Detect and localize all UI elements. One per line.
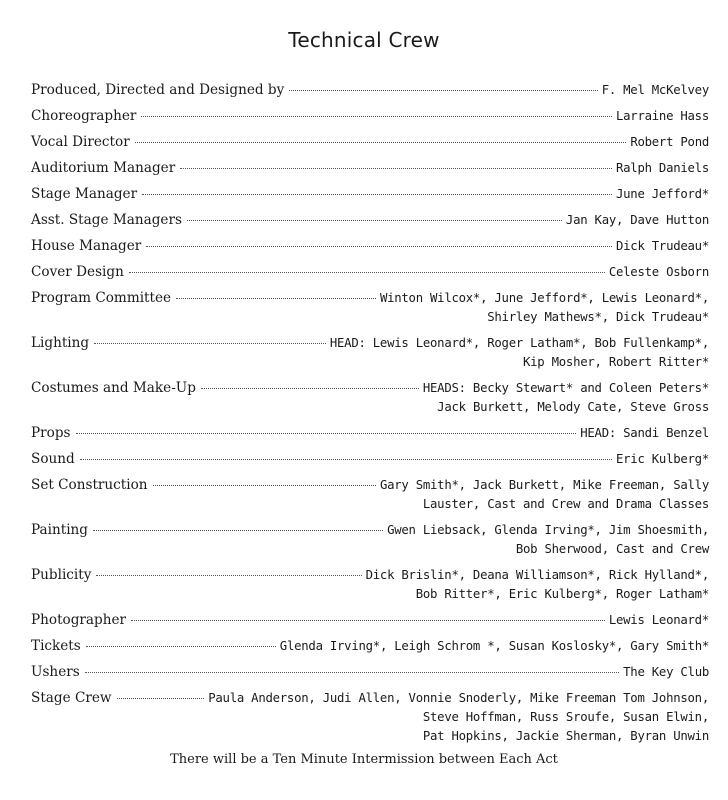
crew-row xyxy=(31,185,709,204)
dot-leader xyxy=(141,116,612,117)
dot-leader xyxy=(289,90,597,91)
crew-names: Winton Wilcox*, June Jefford*, Lewis Leonard*, xyxy=(379,291,709,305)
dot-leader xyxy=(80,459,612,460)
crew-line xyxy=(31,81,709,100)
crew-row xyxy=(31,476,709,514)
crew-names: Gwen Liebsack, Glenda Irving*, Jim Shoesmith, xyxy=(387,523,709,537)
crew-line xyxy=(31,334,709,353)
page-title: Technical Crew xyxy=(288,28,440,52)
crew-names: Lewis Leonard* xyxy=(608,613,709,627)
dot-leader xyxy=(201,388,419,389)
crew-names: Paula Anderson, Judi Allen, Vonnie Snoderly, Mike Freeman Tom Johnson, xyxy=(208,691,709,705)
dot-leader xyxy=(135,142,627,143)
crew-role: Photographer xyxy=(31,612,127,628)
crew-row xyxy=(31,289,709,327)
crew-names: F. Mel McKelvey xyxy=(601,83,709,97)
crew-names: Shirley Mathews*, Dick Trudeau* xyxy=(487,310,709,324)
crew-names: Jan Kay, Dave Hutton xyxy=(565,213,709,227)
crew-names: Robert Pond xyxy=(630,135,709,149)
dot-leader xyxy=(153,485,376,486)
crew-role: Sound xyxy=(31,451,75,467)
crew-continuation-line xyxy=(31,308,709,327)
crew-row xyxy=(31,107,709,126)
crew-line xyxy=(31,159,709,178)
dot-leader xyxy=(94,343,326,344)
crew-names: HEADS: Becky Stewart* and Coleen Peters* xyxy=(422,381,709,395)
crew-row xyxy=(31,611,709,630)
crew-role: Asst. Stage Managers xyxy=(31,212,182,228)
crew-role: Painting xyxy=(31,522,89,538)
crew-continuation-line xyxy=(31,495,709,514)
crew-names: Celeste Osborn xyxy=(608,265,709,279)
crew-row xyxy=(31,263,709,282)
crew-row xyxy=(31,689,709,746)
crew-row xyxy=(31,566,709,604)
crew-line xyxy=(31,566,709,585)
crew-names: Dick Brislin*, Deana Williamson*, Rick Hylland*, xyxy=(365,568,709,582)
crew-names: HEAD: Sandi Benzel xyxy=(580,426,709,440)
crew-names: Gary Smith*, Jack Burkett, Mike Freeman, Sally xyxy=(379,478,709,492)
crew-role: Stage Manager xyxy=(31,186,138,202)
crew-row xyxy=(31,637,709,656)
dot-leader xyxy=(187,220,562,221)
crew-role: Publicity xyxy=(31,567,92,583)
crew-continuation-line xyxy=(31,727,709,746)
crew-row xyxy=(31,81,709,100)
crew-names: June Jefford* xyxy=(616,187,709,201)
crew-role: Lighting xyxy=(31,335,90,351)
crew-row xyxy=(31,159,709,178)
dot-leader xyxy=(93,530,383,531)
crew-row xyxy=(31,211,709,230)
crew-list xyxy=(31,81,709,753)
crew-line xyxy=(31,521,709,540)
crew-line xyxy=(31,107,709,126)
crew-line xyxy=(31,185,709,204)
dot-leader xyxy=(129,272,605,273)
crew-role: Tickets xyxy=(31,638,81,654)
crew-names: Kip Mosher, Robert Ritter* xyxy=(523,355,709,369)
crew-row xyxy=(31,450,709,469)
crew-role: Produced, Directed and Designed by xyxy=(31,82,285,98)
crew-row xyxy=(31,663,709,682)
dot-leader xyxy=(131,620,605,621)
crew-line xyxy=(31,424,709,443)
crew-names: Steve Hoffman, Russ Sroufe, Susan Elwin, xyxy=(422,710,709,724)
crew-row xyxy=(31,521,709,559)
crew-names: Bob Ritter*, Eric Kulberg*, Roger Latham* xyxy=(415,587,709,601)
crew-names: Glenda Irving*, Leigh Schrom *, Susan Koslosky*, Gary Smith* xyxy=(279,639,709,653)
crew-line xyxy=(31,663,709,682)
dot-leader xyxy=(76,433,577,434)
crew-names: HEAD: Lewis Leonard*, Roger Latham*, Bob Fullenkamp*, xyxy=(329,336,709,350)
crew-names: Ralph Daniels xyxy=(616,161,709,175)
crew-role: Costumes and Make-Up xyxy=(31,380,196,396)
intermission-note: There will be a Ten Minute Intermission between Each Act xyxy=(170,752,558,767)
crew-line xyxy=(31,450,709,469)
crew-line xyxy=(31,289,709,308)
crew-line xyxy=(31,379,709,398)
crew-continuation-line xyxy=(31,540,709,559)
crew-continuation-line xyxy=(31,398,709,417)
crew-row xyxy=(31,424,709,443)
crew-line xyxy=(31,263,709,282)
crew-names: The Key Club xyxy=(623,665,709,679)
crew-row xyxy=(31,334,709,372)
crew-names: Larraine Hass xyxy=(616,109,709,123)
crew-role: House Manager xyxy=(31,238,142,254)
crew-names: Bob Sherwood, Cast and Crew xyxy=(515,542,709,556)
crew-line xyxy=(31,237,709,256)
crew-role: Ushers xyxy=(31,664,80,680)
crew-row xyxy=(31,379,709,417)
crew-role: Choreographer xyxy=(31,108,137,124)
crew-names: Jack Burkett, Melody Cate, Steve Gross xyxy=(437,400,709,414)
crew-names: Eric Kulberg* xyxy=(616,452,709,466)
dot-leader xyxy=(146,246,612,247)
crew-line xyxy=(31,211,709,230)
crew-role: Set Construction xyxy=(31,477,148,493)
crew-role: Props xyxy=(31,425,71,441)
crew-line xyxy=(31,689,709,708)
dot-leader xyxy=(96,575,361,576)
crew-line xyxy=(31,637,709,656)
dot-leader xyxy=(142,194,612,195)
crew-role: Cover Design xyxy=(31,264,124,280)
crew-row xyxy=(31,133,709,152)
dot-leader xyxy=(86,646,276,647)
crew-role: Program Committee xyxy=(31,290,172,306)
crew-role: Vocal Director xyxy=(31,134,130,150)
crew-line xyxy=(31,133,709,152)
crew-line xyxy=(31,611,709,630)
dot-leader xyxy=(176,298,376,299)
crew-role: Stage Crew xyxy=(31,690,112,706)
crew-continuation-line xyxy=(31,708,709,727)
crew-line xyxy=(31,476,709,495)
crew-names: Pat Hopkins, Jackie Sherman, Byran Unwin xyxy=(422,729,709,743)
crew-names: Dick Trudeau* xyxy=(616,239,709,253)
crew-names: Lauster, Cast and Crew and Drama Classes xyxy=(422,497,709,511)
crew-role: Auditorium Manager xyxy=(31,160,176,176)
crew-continuation-line xyxy=(31,585,709,604)
dot-leader xyxy=(180,168,612,169)
dot-leader xyxy=(117,698,205,699)
crew-continuation-line xyxy=(31,353,709,372)
dot-leader xyxy=(85,672,619,673)
crew-row xyxy=(31,237,709,256)
